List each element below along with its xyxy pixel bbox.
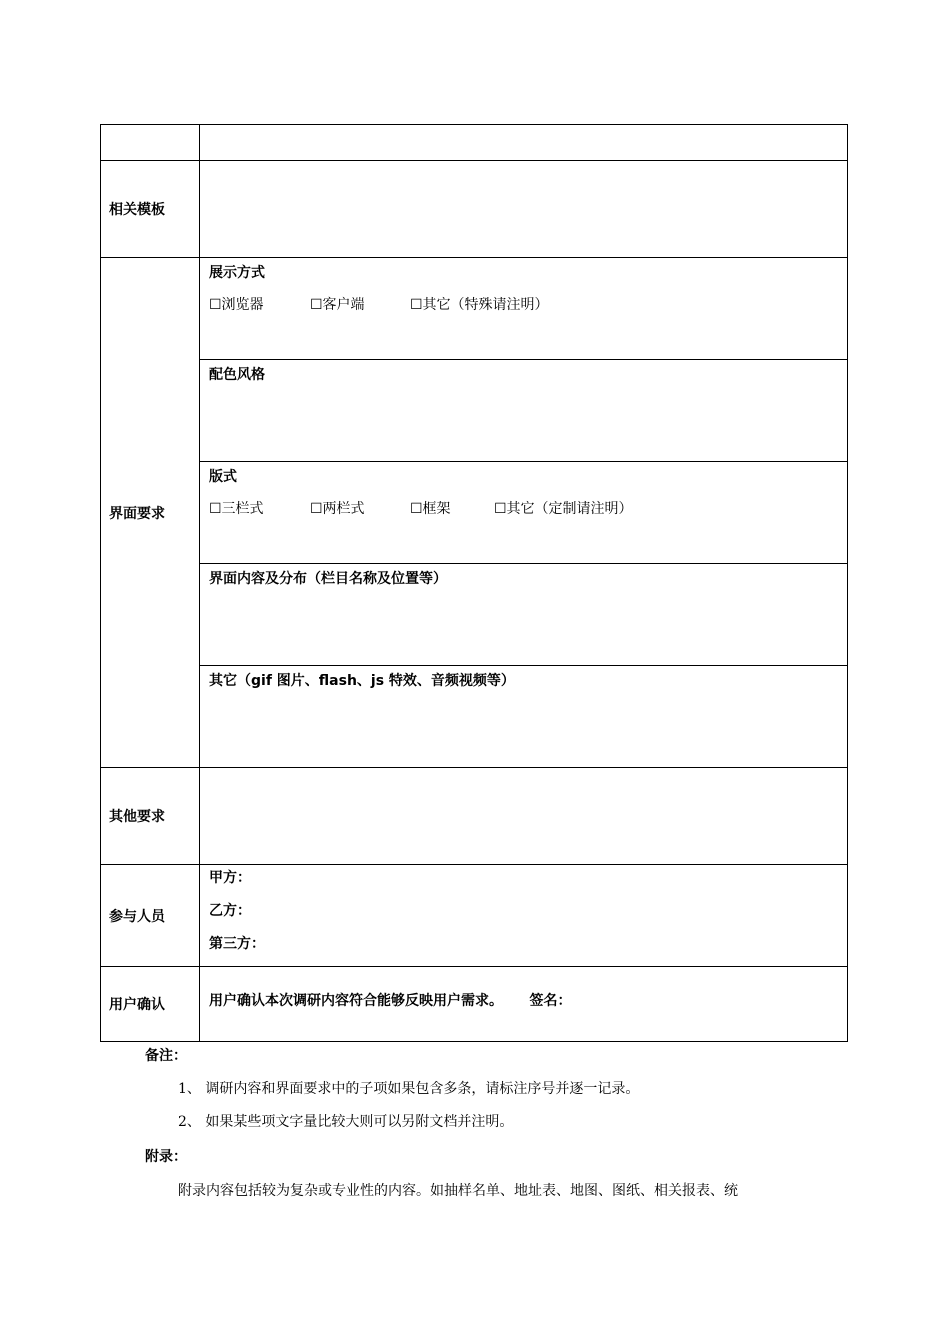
row-content-blank[interactable] bbox=[200, 125, 847, 160]
ui-requirements-content bbox=[200, 258, 847, 767]
other-requirements-label: 其他要求 bbox=[101, 768, 200, 864]
other-media-section[interactable] bbox=[200, 666, 847, 768]
user-confirm-text: 用户确认本次调研内容符合能够反映用户需求。 bbox=[209, 993, 503, 1009]
layout-style-title: 版式 bbox=[209, 469, 237, 485]
option-browser-checkbox[interactable]: ☐浏览器 bbox=[209, 297, 264, 313]
table-row-other-requirements bbox=[100, 767, 848, 864]
table-row-ui-requirements bbox=[100, 257, 848, 767]
signature-label: 签名： bbox=[529, 993, 572, 1009]
participants-label: 参与人员 bbox=[101, 865, 200, 966]
appendix-title: 附录： bbox=[145, 1149, 187, 1165]
party-a-label: 甲方： bbox=[209, 870, 251, 886]
party-b-label: 乙方： bbox=[209, 903, 251, 919]
display-mode-options bbox=[209, 296, 847, 314]
other-media-title: 其它（gif 图片、flash、js 特效、音频视频等） bbox=[209, 673, 515, 689]
color-style-title: 配色风格 bbox=[209, 367, 265, 383]
option-frame-checkbox[interactable]: ☐框架 bbox=[410, 501, 451, 517]
notes-title: 备注： bbox=[145, 1048, 187, 1064]
party-c-label: 第三方： bbox=[209, 936, 265, 952]
option-display-other-checkbox[interactable]: ☐其它（特殊请注明） bbox=[410, 297, 549, 313]
note-item-2: 2、 如果某些项文字量比较大则可以另附文档并注明。 bbox=[178, 1114, 514, 1130]
layout-style-section bbox=[200, 462, 847, 564]
table-row-related-template bbox=[100, 160, 848, 257]
table-row-participants bbox=[100, 864, 848, 966]
related-template-field[interactable] bbox=[200, 161, 847, 257]
content-distribution-title: 界面内容及分布（栏目名称及位置等） bbox=[209, 571, 447, 587]
user-confirm-field[interactable] bbox=[200, 967, 847, 1041]
participants-field[interactable] bbox=[200, 865, 847, 966]
option-two-column-checkbox[interactable]: ☐两栏式 bbox=[310, 501, 365, 517]
note-item-1: 1、 调研内容和界面要求中的子项如果包含多条，请标注序号并逐一记录。 bbox=[178, 1081, 640, 1097]
option-client-checkbox[interactable]: ☐客户端 bbox=[310, 297, 365, 313]
related-template-label: 相关模板 bbox=[101, 161, 200, 257]
display-mode-section bbox=[200, 258, 847, 360]
ui-requirements-label: 界面要求 bbox=[101, 258, 200, 767]
option-three-column-checkbox[interactable]: ☐三栏式 bbox=[209, 501, 264, 517]
row-label-blank bbox=[101, 125, 200, 160]
layout-style-options bbox=[209, 500, 847, 518]
user-confirm-label: 用户确认 bbox=[101, 967, 200, 1041]
appendix-text: 附录内容包括较为复杂或专业性的内容。如抽样名单、地址表、地图、图纸、相关报表、统 bbox=[178, 1183, 738, 1199]
option-layout-other-checkbox[interactable]: ☐其它（定制请注明） bbox=[494, 501, 633, 517]
other-requirements-field[interactable] bbox=[200, 768, 847, 864]
table-row bbox=[100, 124, 848, 160]
display-mode-title: 展示方式 bbox=[209, 265, 265, 281]
survey-form-table bbox=[100, 124, 848, 1042]
content-distribution-section[interactable] bbox=[200, 564, 847, 666]
table-row-user-confirm bbox=[100, 966, 848, 1042]
color-style-section[interactable] bbox=[200, 360, 847, 462]
